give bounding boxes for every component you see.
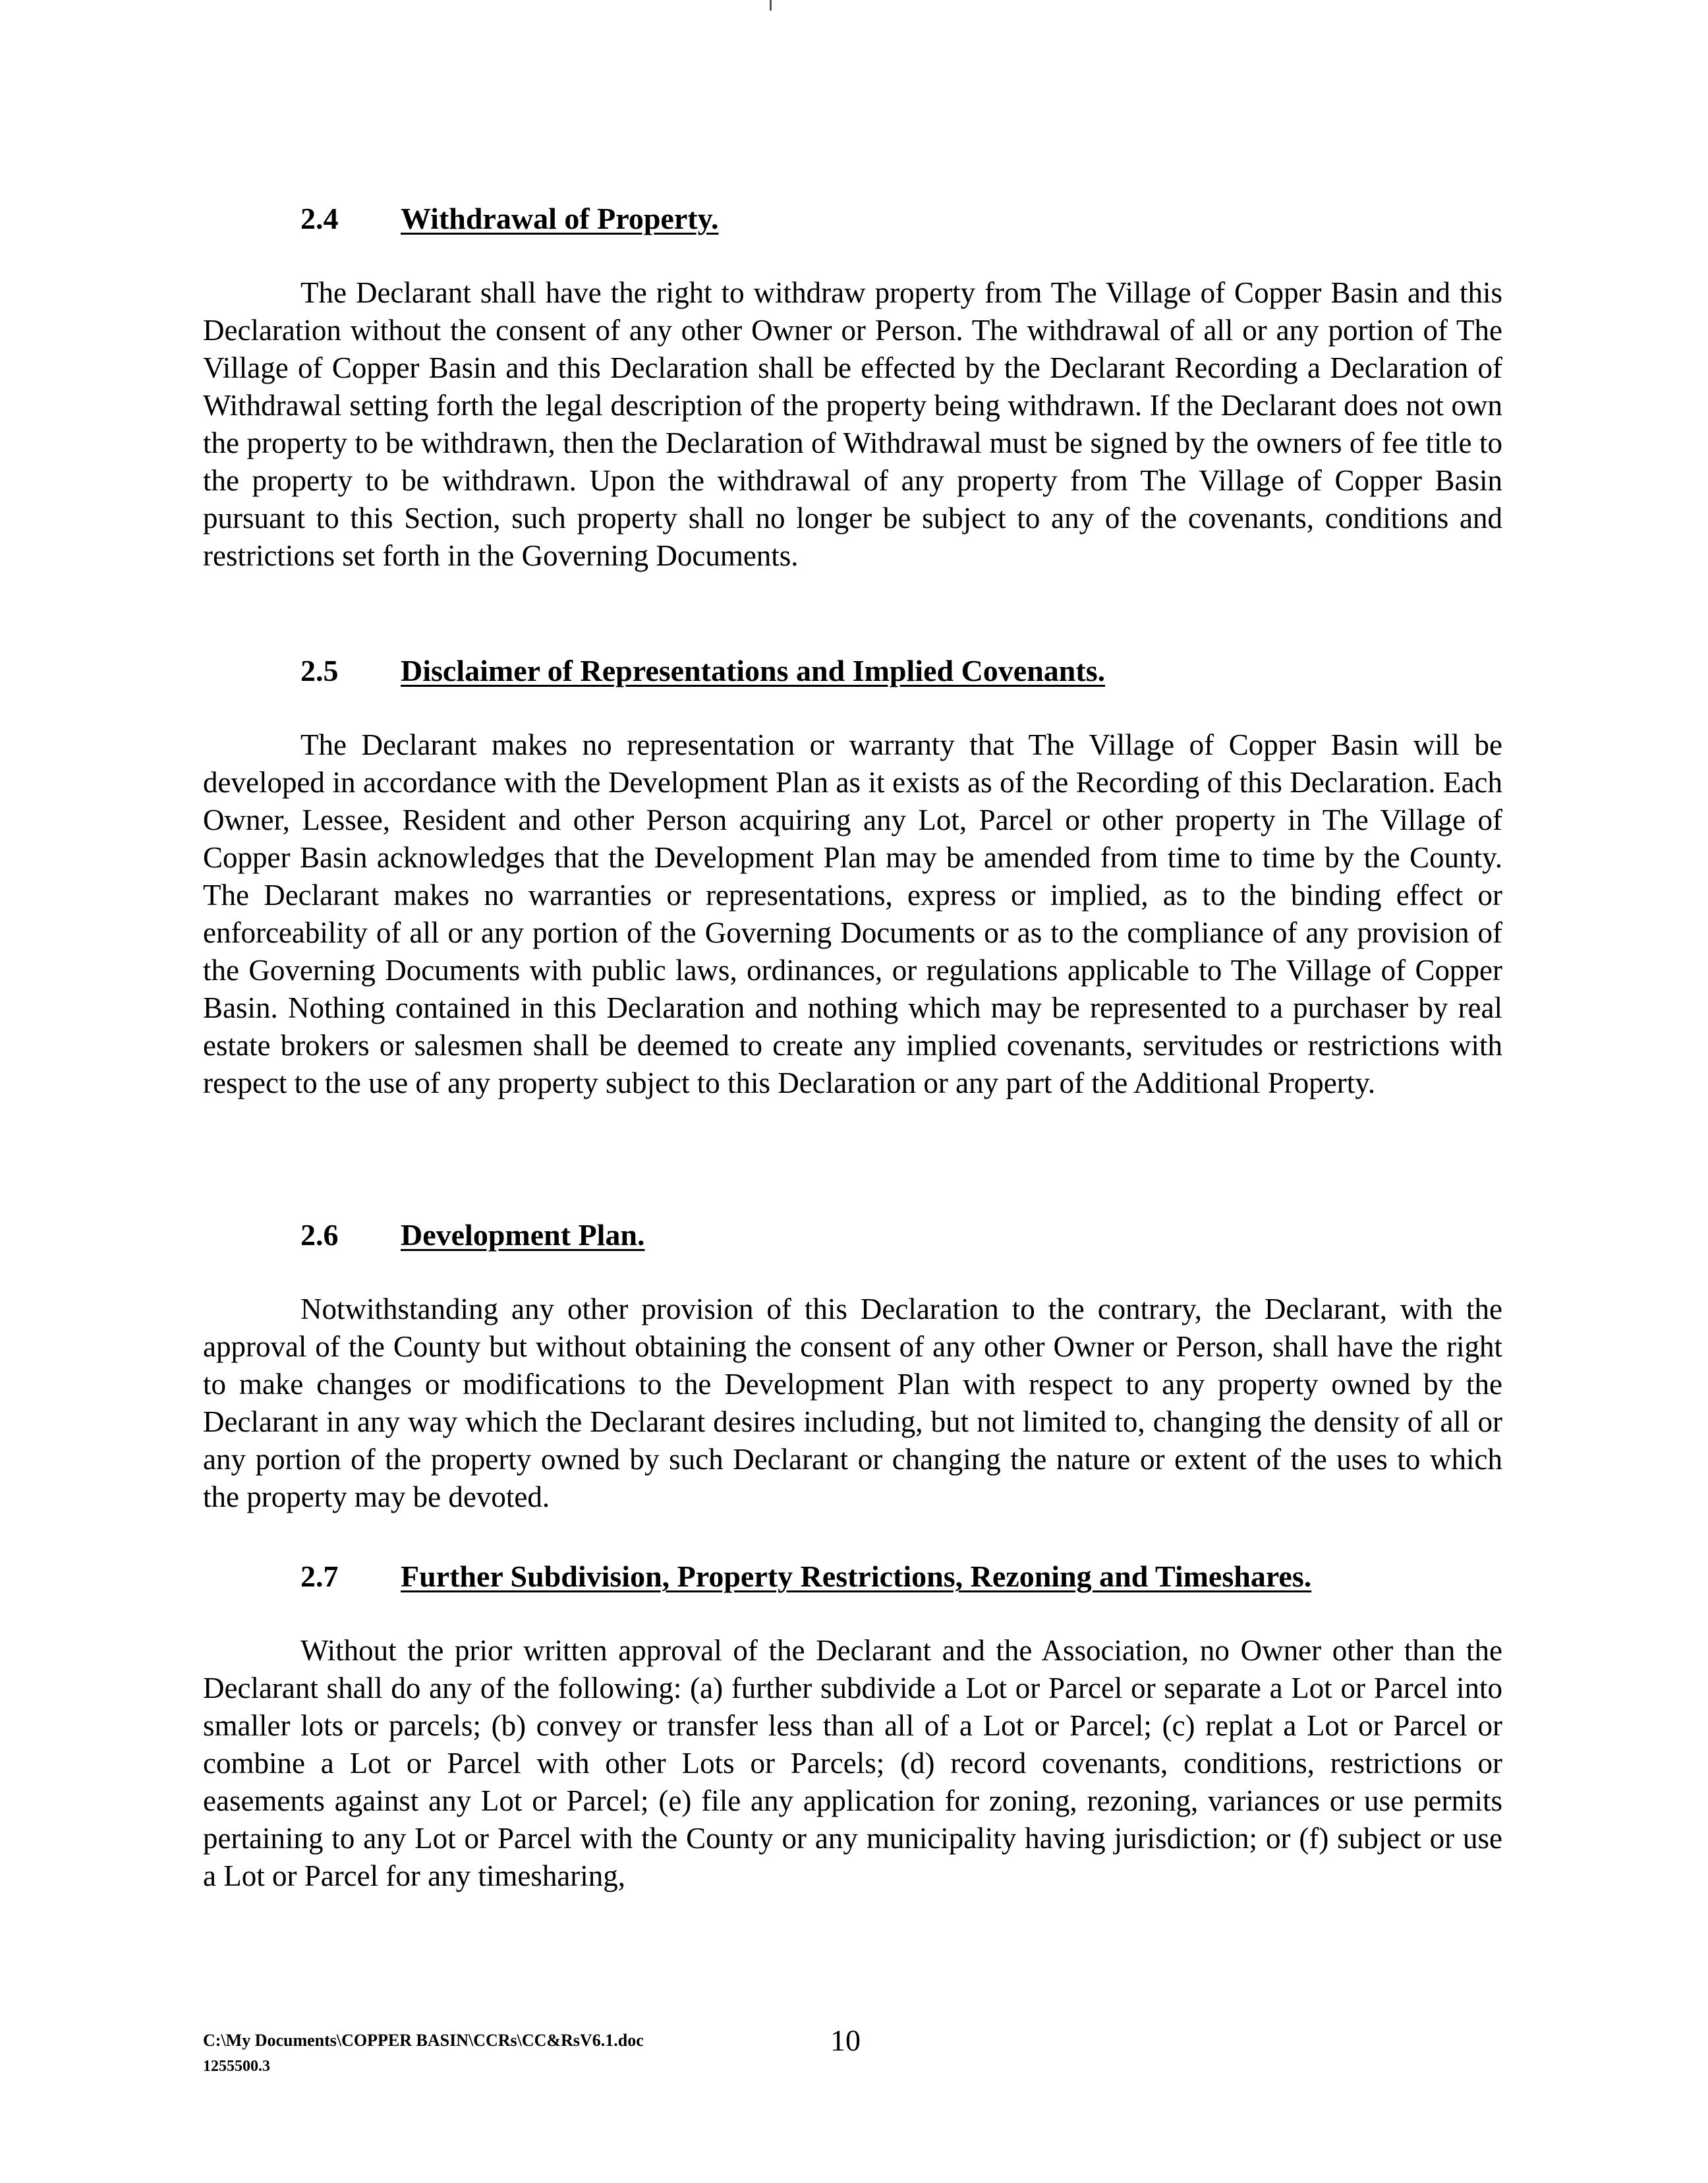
section-body: The Declarant makes no representation or warranty that The Village of Copper Basin will be developed in accordance with the Development Plan as it exists as of the Recording of this Declaration. Each Owner, Lessee, Resident and other Person acquiring any Lot, Parcel or other property in The Village of Copper Basin acknowledges that the Development Plan may be amended from time to time by the County. The Declarant makes no warranties or representations, express or implied, as to the binding effect or enforceability of all or any portion of the Governing Documents or as to the compliance of any provision of the Governing Documents with public laws, ordinances, or regulations applicable to The Village of Copper Basin. Nothing contained in this Declaration and nothing which may be represented to a purchaser by real estate brokers or salesmen shall be deemed to create any implied covenants, servitudes or restrictions with respect to the use of any property subject to this Declaration or any part of the Additional Property. bbox=[203, 728, 1502, 1099]
section-title: Development Plan. bbox=[401, 1218, 645, 1252]
section-body: The Declarant shall have the right to withdraw property from The Village of Copper Basin and this Declaration without the consent of any other Owner or Person. The withdrawal of all or any portion of The Village of Copper Basin and this Declaration shall be effected by the Declarant Recording a Declaration of Withdrawal setting forth the legal description of the property being withdrawn. If the Declarant does not own the property to be withdrawn, then the Declaration of Withdrawal must be signed by the owners of fee title to the property to be withdrawn. Upon the withdrawal of any property from The Village of Copper Basin pursuant to this Section, such property shall no longer be subject to any of the covenants, conditions and restrictions set forth in the Governing Documents. bbox=[203, 276, 1502, 572]
section-heading bbox=[203, 1556, 1502, 1598]
section-2-4 bbox=[203, 198, 1502, 575]
section-body: Notwithstanding any other provision of this Declaration to the contrary, the Declarant, with the approval of the County but without obtaining the consent of any other Owner or Person, shall have the right to make changes or modifications to the Development Plan with respect to any property owned by the Declarant in any way which the Declarant desires including, but not limited to, changing the density of all or any portion of the property owned by such Declarant or changing the nature or extent of the uses to which the property may be devoted. bbox=[203, 1293, 1502, 1513]
section-number: 2.5 bbox=[300, 654, 339, 687]
page-number: 10 bbox=[830, 2023, 861, 2057]
scan-mark bbox=[770, 0, 772, 11]
section-title: Disclaimer of Representations and Implied Covenants. bbox=[401, 654, 1106, 687]
section-body: Without the prior written approval of the Declarant and the Association, no Owner other than the Declarant shall do any of the following: (a) further subdivide a Lot or Parcel or separate a Lot or Parcel into smaller lots or parcels; (b) convey or transfer less than all of a Lot or Parcel; (c) replat a Lot or Parcel or combine a Lot or Parcel with other Lots or Parcels; (d) record covenants, conditions, restrictions or easements against any Lot or Parcel; (e) file any application for zoning, rezoning, variances or use permits pertaining to any Lot or Parcel with the County or any municipality having jurisdiction; or (f) subject or use a Lot or Parcel for any timesharing, bbox=[203, 1634, 1502, 1892]
section-number: 2.7 bbox=[300, 1559, 339, 1593]
section-number: 2.6 bbox=[300, 1218, 339, 1252]
section-heading bbox=[203, 1214, 1502, 1256]
section-2-6 bbox=[203, 1214, 1502, 1516]
section-2-5 bbox=[203, 650, 1502, 1102]
footer-doc-id: 1255500.3 bbox=[203, 2058, 270, 2075]
section-heading bbox=[203, 198, 1502, 240]
section-title: Further Subdivision, Property Restrictions, Rezoning and Timeshares. bbox=[401, 1559, 1312, 1593]
section-number: 2.4 bbox=[300, 202, 339, 235]
section-title: Withdrawal of Property. bbox=[401, 202, 719, 235]
section-2-7 bbox=[203, 1556, 1502, 1895]
section-heading bbox=[203, 650, 1502, 692]
footer-file-path: C:\My Documents\COPPER BASIN\CCRs\CC&RsV6.1.doc bbox=[203, 2031, 644, 2050]
